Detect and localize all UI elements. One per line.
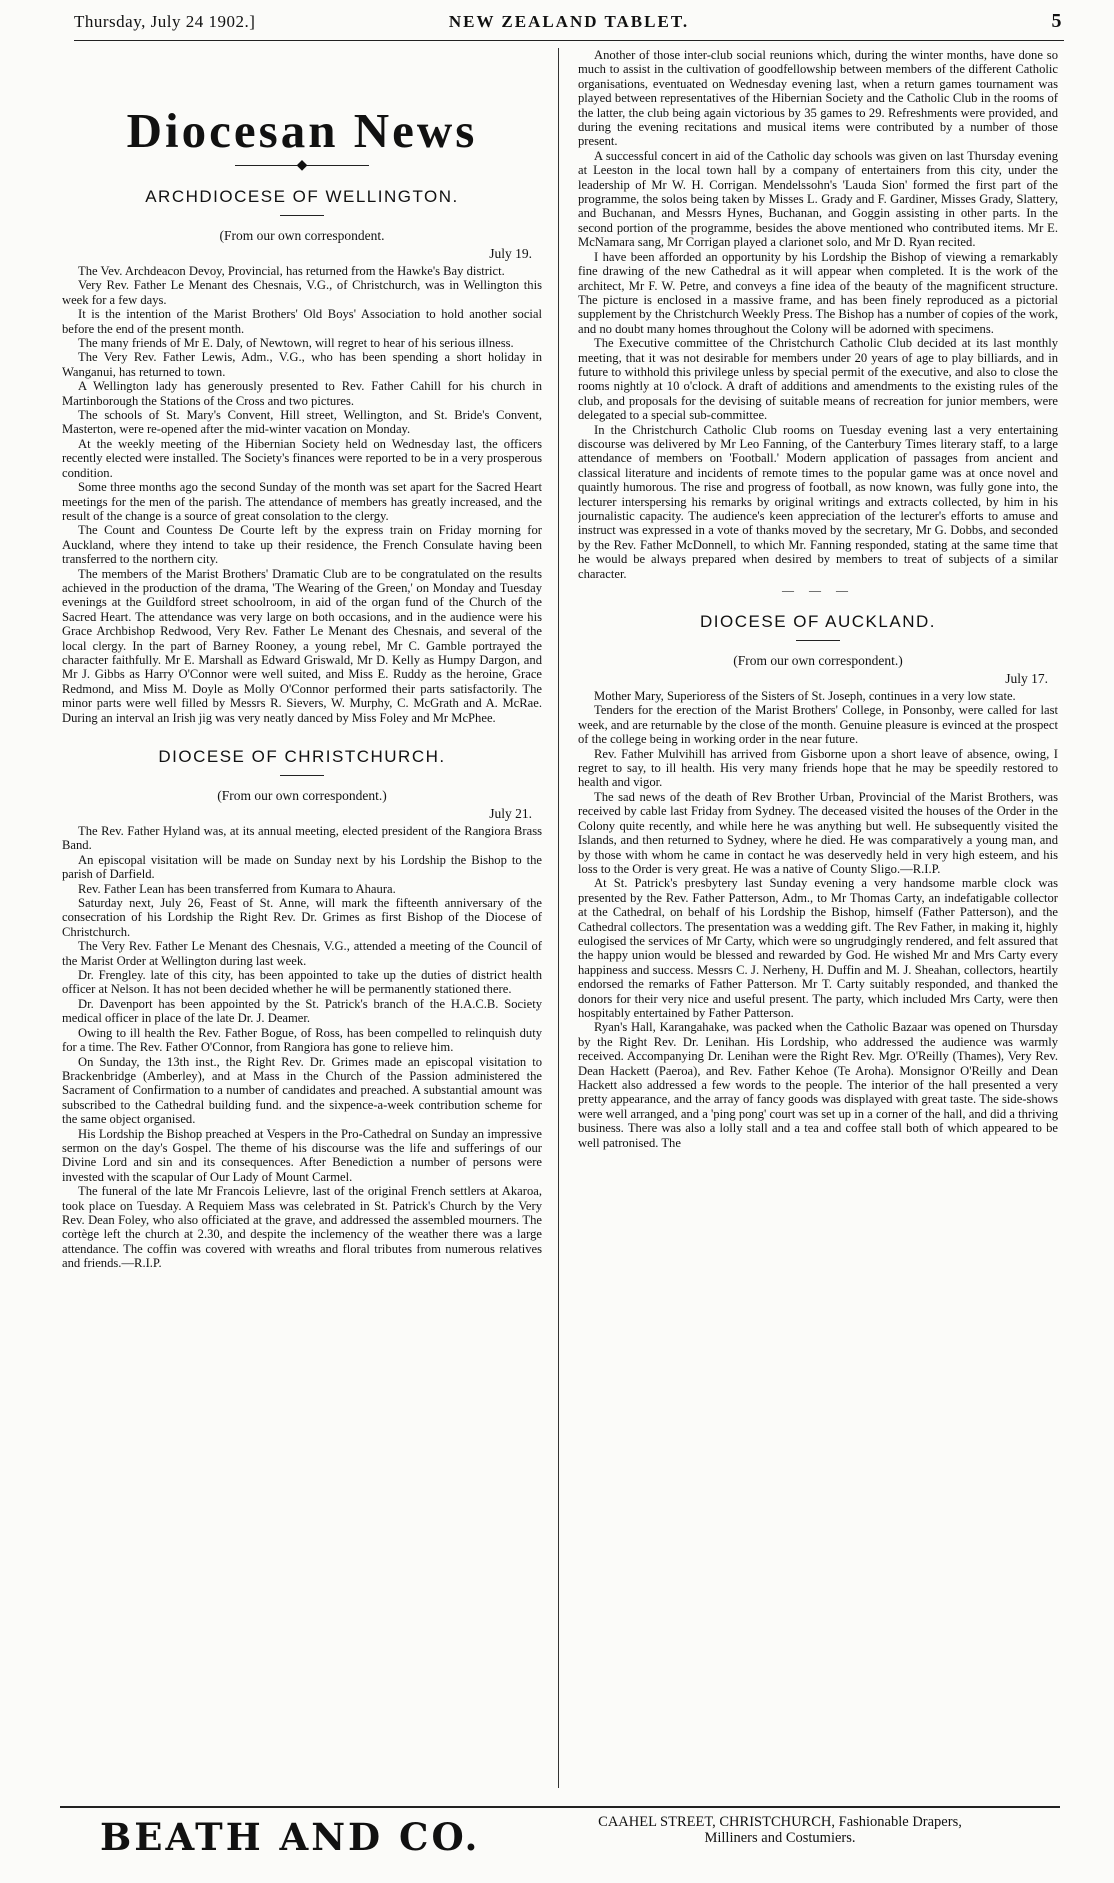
article-paragraph: The Count and Countess De Courte left by the express train on Friday morning for Auckland, where they intend to take up their residence, the French Consulate having been transferred to the northern city. bbox=[62, 523, 542, 567]
article-paragraph: The Rev. Father Hyland was, at its annual meeting, elected president of the Rangiora Brass Band. bbox=[62, 824, 542, 853]
article-paragraph: Very Rev. Father Le Menant des Chesnais, V.G., of Christchurch, was in Wellington this week for a few days. bbox=[62, 278, 542, 307]
page-number: 5 bbox=[1051, 10, 1062, 32]
christchurch-articles bbox=[62, 824, 542, 1271]
address-line: Milliners and Costumiers. bbox=[704, 1830, 856, 1846]
address-line: CAAHEL STREET, CHRISTCHURCH, Fashionable Drapers, bbox=[598, 1814, 962, 1830]
article-paragraph: The sad news of the death of Rev Brother Urban, Provincial of the Marist Brothers, was received by cable last Friday from Sydney. The deceased visited the houses of the Order in the Colony quite recently, and while here he was anything but well. He subsequently visited the Islands, and then returned to Sydney, where he died. He was comparatively a young man, and by those with whom he came in contact he was deservedly held in very high esteem, and his loss to the Order is very great. He was a native of County Sligo.—R.I.P. bbox=[578, 789, 1058, 876]
article-paragraph: Ryan's Hall, Karangahake, was packed when the Catholic Bazaar was opened on Thursday by the Right Rev. Dr. Lenihan. His Lordship, who addressed the audience was warmly received. Accompanying Dr. Lenihan were the Right Rev. Mgr. O'Reilly (Thames), Very Rev. Dean Hackett (Paeroa), and Rev. Father Kehoe (Te Aroha). Monsignor O'Reilly and Dean Hackett also addressed a few words to the people. The interior of the hall presented a very pretty appearance, and the array of fancy goods was displayed with great taste. The side-shows were well arranged, and a 'ping pong' court was set up in a corner of the hall, and did a thriving business. There was also a lolly stall and a tea and coffee stall both of which appeared to be well patronised. The bbox=[578, 1020, 1058, 1150]
section-separator: — — — bbox=[782, 583, 854, 598]
article-paragraph: On Sunday, the 13th inst., the Right Rev. Dr. Grimes made an episcopal visitation to Brackenbridge (Amberley), and at Mass in the Church of the Passion administered the Sacrament of Confirmation to a number of candidates and preached. A substantial amount was subscribed to the Cathedral building fund. and the sixpence-a-week contribution scheme for the same object organised. bbox=[62, 1054, 542, 1127]
article-paragraph: Owing to ill health the Rev. Father Bogue, of Ross, has been compelled to relinquish duty for a time. The Rev. Father O'Connor, from Rangiora has gone to relieve him. bbox=[62, 1025, 542, 1055]
wellington-date: July 19. bbox=[489, 246, 532, 261]
divider bbox=[280, 775, 324, 776]
christchurch-continued bbox=[578, 48, 1058, 581]
issue-date: Thursday, July 24 1902.] bbox=[74, 12, 256, 31]
publication-title: NEW ZEALAND TABLET. bbox=[448, 12, 690, 31]
auckland-heading: DIOCESE OF AUCKLAND. bbox=[700, 612, 936, 632]
wellington-byline: (From our own correspondent. bbox=[219, 228, 385, 243]
article-paragraph: The schools of St. Mary's Convent, Hill street, Wellington, and St. Bride's Convent, Masterton, were re-opened after the mid-winter vacation on Monday. bbox=[62, 408, 542, 437]
article-paragraph: Dr. Davenport has been appointed by the St. Patrick's branch of the H.A.C.B. Society medical officer in place of the late Dr. J. Deamer. bbox=[62, 996, 542, 1026]
page-header bbox=[74, 10, 1064, 41]
left-column bbox=[62, 48, 542, 1788]
christchurch-byline: (From our own correspondent.) bbox=[217, 788, 387, 803]
article-paragraph: At the weekly meeting of the Hibernian Society held on Wednesday last, the officers recently elected were installed. The Society's finances were reported to be in a very prosperous condition. bbox=[62, 436, 542, 480]
divider bbox=[796, 640, 840, 641]
section-masthead: Diocesan News bbox=[126, 103, 478, 158]
diamond-icon: ◆ bbox=[296, 158, 308, 173]
article-paragraph: The Vev. Archdeacon Devoy, Provincial, has returned from the Hawke's Bay district. bbox=[78, 264, 505, 278]
article-paragraph: His Lordship the Bishop preached at Vespers in the Pro-Cathedral on Sunday an impressive sermon on the day's Gospel. The theme of his discourse was the life and sufferings of our Divine Lord and sin and its consequences. After Benediction a number of persons were invested with the scapular of Our Lady of Mount Carmel. bbox=[62, 1126, 542, 1184]
advertiser-name: BEATH AND CO. bbox=[100, 1815, 481, 1859]
article-paragraph: I have been afforded an opportunity by his Lordship the Bishop of viewing a remarkably fine drawing of the new Cathedral as it will appear when completed. It is the work of the architect, Mr F. W. Petre, and conveys a fine idea of the beauty of the magnificent structure. The picture is enclosed in a massive frame, and has been finely reproduced as a pictorial supplement by the Christchurch Weekly Press. The Bishop has a number of copies of the work, and no doubt many homes throughout the Colony will be adorned with specimens. bbox=[578, 249, 1058, 336]
article-paragraph: The Executive committee of the Christchurch Catholic Club decided at its last monthly meeting, that it was not desirable for members under 20 years of age to play billiards, and in future to withhold this privilege unless by special permit of the executive, and also to close the rooms nightly at 10 o'clock. A draft of additions and amendments to the existing rules of the club, and proposals for the devising of suitable means of recreation for junior members, were delegated to a special sub-committee. bbox=[578, 336, 1058, 423]
article-paragraph: Tenders for the erection of the Marist Brothers' College, in Ponsonby, were called for last week, and are returnable by the close of the month. Genuine pleasure is evinced at the prospect of the college being in working order in the near future. bbox=[578, 703, 1058, 747]
article-paragraph: Rev. Father Lean has been transferred from Kumara to Ahaura. bbox=[78, 881, 396, 896]
article-paragraph: The members of the Marist Brothers' Dramatic Club are to be congratulated on the results achieved in the production of the drama, 'The Wearing of the Green,' on Monday and Tuesday evenings at the Guildford street schoolroom, in aid of the organ fund of the Church of the Sacred Heart. The attendance was very large on both occasions, and in the audience were his Grace Archbishop Redwood, Very Rev. Father Le Menant des Chesnais, and several of the local clergy. In the part of Barney Rooney, a young rebel, Mr C. Gamble portrayed the character faithfully. Mr E. Marshall as Edward Griswald, Mr D. Kelly as Humpy Dargon, and Mr J. Gibbs as Harry O'Connor were well suited, and Miss E. Ruddy as the heroine, Grace Redmond, and Miss M. Doyle as Molly O'Connor performed their parts satisfactorily. The minor parts were well filled by Messrs R. Sievers, W. Murphy, C. McGrath and A. McRae. During an interval an Irish jig was very neatly danced by Miss Foley and Mr McPhee. bbox=[62, 566, 542, 725]
auckland-byline: (From our own correspondent.) bbox=[733, 653, 903, 669]
column-divider bbox=[558, 48, 559, 1788]
article-paragraph: Some three months ago the second Sunday of the month was set apart for the Sacred Heart meetings for the men of the parish. The attendance of members has greatly increased, and the result of the change is a source of great consolation to the clergy. bbox=[62, 480, 542, 523]
christchurch-date: July 21. bbox=[489, 806, 532, 821]
advertiser-address bbox=[540, 1814, 1020, 1846]
article-paragraph: Rev. Father Mulvihill has arrived from Gisborne upon a short leave of absence, owing, I regret to say, to ill health. His very many friends hope that he may be speedily restored to health and vigor. bbox=[578, 746, 1058, 790]
article-paragraph: A Wellington lady has generously presented to Rev. Father Cahill for his church in Martinborough the Stations of the Cross and two pictures. bbox=[62, 379, 542, 408]
article-paragraph: In the Christchurch Catholic Club rooms on Tuesday evening last a very entertaining discourse was delivered by Mr Leo Fanning, of the Canterbury Times literary staff, to a large attendance of members on 'Football.' Modern application of passages from ancient and classical literature and incidents of remote times to the popular game was at once novel and quaintly humorous. The rise and progress of football, as now known, was fully gone into, the lecturer interspersing his remarks by original writings and extracts collected, by him in his journalistic capacity. The audience's keen appreciation of the lecturer's efforts to amuse and instruct was expressed in a vote of thanks moved by the secretary, Mr G. Dobbs, and seconded by the Rev. Father McDonnell, to which Mr. Fanning responded, stating at the same time that he would be always prepared when desired by members to treat of subjects of a similar character. bbox=[578, 422, 1058, 581]
masthead-ornament bbox=[62, 159, 542, 173]
christchurch-heading: DIOCESE OF CHRISTCHURCH. bbox=[158, 747, 446, 766]
wellington-articles bbox=[62, 264, 542, 725]
footer-rule bbox=[60, 1806, 1060, 1808]
article-paragraph: Another of those inter-club social reunions which, during the winter months, have done so much to assist in the cultivation of goodfellowship between members of the different Catholic organisations, eventuated on Wednesday evening last, when a return games tournament was played between representatives of the Hibernian Society and the Catholic Club in the rooms of the latter, the club being again victorious by 35 games to 29. Refreshments were provided, and during the evening recitations and musical items were contributed by a number of those present. bbox=[578, 48, 1058, 149]
article-paragraph: The Very Rev. Father Le Menant des Chesnais, V.G., attended a meeting of the Council of the Marist Order at Wellington during last week. bbox=[62, 939, 542, 968]
article-paragraph: Saturday next, July 26, Feast of St. Anne, will mark the fifteenth anniversary of the consecration of his Lordship the Right Rev. Dr. Grimes as first Bishop of the Diocese of Christchurch. bbox=[62, 896, 542, 939]
article-paragraph: A successful concert in aid of the Catholic day schools was given on last Thursday evening at Leeston in the local town hall by a company of entertainers from this city, under the leadership of Mr W. H. Corrigan. Mendelssohn's 'Lauda Sion' formed the first part of the programme, the solos being taken by Misses L. Grady and F. Gardiner, Misses Grady, Slattery, and Buchanan, and Messrs Hynes, Buchanan, and Goggin assisting in other parts. In the second portion of the programme, besides the above mentioned who contributed items. Mr E. McNamara sang, Mr Corrigan played a clarionet solo, and Mr D. Ryan recited. bbox=[578, 148, 1058, 250]
article-paragraph: The funeral of the late Mr Francois Lelievre, last of the original French settlers at Akaroa, took place on Tuesday. A Requiem Mass was celebrated in St. Patrick's Church by the Very Rev. Dean Foley, who also officiated at the grave, and addressed the assembled mourners. The cortège left the church at 2.30, and despite the inclemency of the weather there was a large attendance. The coffin was covered with wreaths and floral tributes from numerous relatives and friends.—R.I.P. bbox=[62, 1184, 542, 1271]
auckland-articles bbox=[578, 689, 1058, 1150]
auckland-date: July 17. bbox=[1005, 671, 1048, 687]
right-column bbox=[578, 48, 1058, 1788]
divider bbox=[280, 215, 324, 216]
article-paragraph: At St. Patrick's presbytery last Sunday evening a very handsome marble clock was presented by the Rev. Father Patterson, Adm., to Mr Thomas Carty, an indefatigable collector at the Cathedral, on behalf of his Lordship the Bishop, himself (Father Patterson), and the Cathedral collectors. The presentation was a wedding gift. The Rev Father, in making it, highly eulogised the services of Mr Carty, which were so ungrudgingly rendered, and felt assured that the happy union would be blessed and rewarded by God. He wished Mr and Mrs Carty every happiness and success. Messrs C. J. Nerheny, H. Duffin and M. J. Sheahan, collectors, heartily endorsed the remarks of Father Patterson. Mr T. Carty suitably responded, and thanked the donors for their very nice and useful present. The party, which included Mrs Carty, were then hospitably entertained by Father Patterson. bbox=[578, 876, 1058, 1020]
article-paragraph: Dr. Frengley. late of this city, has been appointed to take up the duties of district health officer at Nelson. It has not been decided whether he will be permanently stationed there. bbox=[62, 968, 542, 997]
article-paragraph: The many friends of Mr E. Daly, of Newtown, will regret to hear of his serious illness. bbox=[78, 336, 514, 351]
wellington-heading: ARCHDIOCESE OF WELLINGTON. bbox=[145, 187, 459, 206]
article-paragraph: Mother Mary, Superioress of the Sisters of St. Joseph, continues in a very low state. bbox=[594, 689, 1016, 704]
article-paragraph: The Very Rev. Father Lewis, Adm., V.G., who has been spending a short holiday in Wanganui, has returned to town. bbox=[62, 350, 542, 379]
article-paragraph: It is the intention of the Marist Brothers' Old Boys' Association to hold another social before the end of the present month. bbox=[62, 307, 542, 336]
article-paragraph: An episcopal visitation will be made on Sunday next by his Lordship the Bishop to the parish of Darfield. bbox=[62, 852, 542, 882]
